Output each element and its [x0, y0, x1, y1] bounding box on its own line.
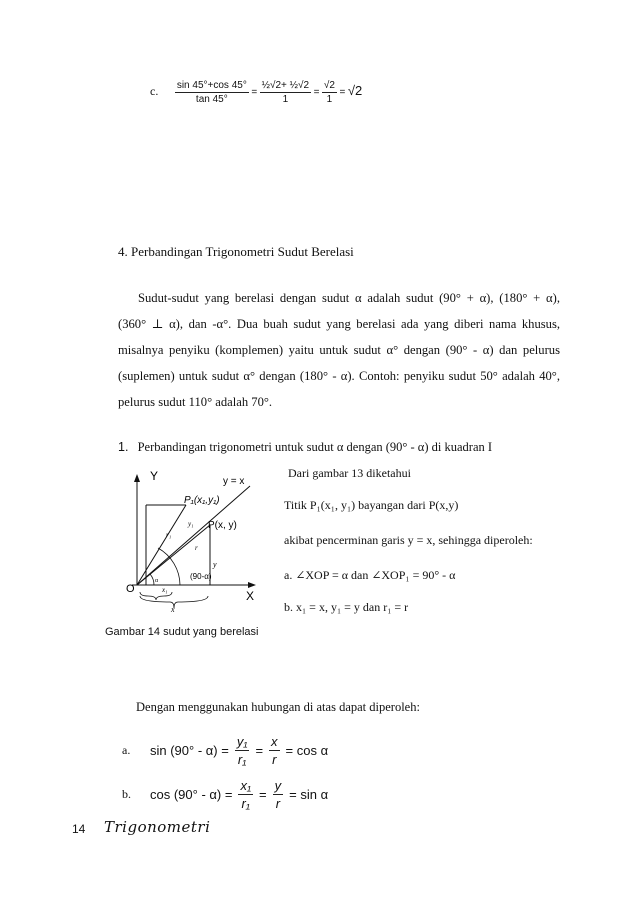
- label-r: r: [195, 544, 198, 552]
- formula-c-lhs: $\frac{\sin 45^\circ+\cos 45^\circ}{\tan 45^\circ}$: [176, 80, 247, 105]
- formula-c-label: c.: [150, 83, 159, 98]
- subsection-number: 1.: [118, 440, 129, 454]
- x-axis-arrow: [248, 582, 256, 588]
- formula-c: [150, 80, 362, 105]
- figure-caption: Gambar 14 sudut yang berelasi: [105, 626, 259, 638]
- formula-a-func: sin (90° - α) =: [150, 743, 229, 758]
- angle-diagram: [110, 462, 280, 620]
- formula-b-func: cos (90° - α) =: [150, 787, 233, 802]
- label-complement-angle: (90-α): [190, 572, 212, 581]
- equals-sign: =: [251, 86, 258, 98]
- label-x: x: [171, 605, 175, 614]
- formula-b: b. cos (90° - α) = $\frac{\text{x₁}}{\text{r₁}}$ = $\frac{y}{r}$ = sin α: [122, 778, 329, 811]
- explanation-line-1: Dari gambar 13 diketahui: [288, 466, 411, 480]
- formula-a-result: = cos α: [285, 743, 329, 758]
- subsection-title: Perbandingan trigonometri untuk sudut α dengan (90° - α) di kuadran I: [137, 440, 493, 454]
- formula-a-frac1: $\frac{\text{y₁}}{\text{r₁}}$: [236, 734, 248, 767]
- formula-a-frac2: $\frac{x}{r}$: [271, 734, 278, 767]
- paragraph-line: misalnya penyiku (komplemen) yaitu untuk sudut α° dengan (90° - α) dan pelurus: [118, 343, 560, 357]
- label-alpha: α: [155, 578, 159, 584]
- formula-b-result: = sin α: [289, 787, 329, 802]
- paragraph-line: (suplemen) untuk sudut α° dengan (180° - α). Contoh: penyiku sudut 50° adalah 40°,: [118, 369, 560, 383]
- derivation-intro: Dengan menggunakan hubungan di atas dapat diperoleh:: [136, 700, 420, 714]
- footer-title: Trigonometri: [104, 818, 211, 836]
- subsection-heading: [118, 440, 492, 455]
- alpha-arc: [150, 574, 154, 585]
- segment-op1: [137, 505, 186, 585]
- section-heading: 4. Perbandingan Trigonometri Sudut Berelasi: [118, 244, 354, 259]
- page-number: 14: [72, 822, 86, 836]
- equals-sign: =: [339, 86, 346, 98]
- explanation-item-a: a. ∠XOP = α dan ∠XOP₁ = 90° - α: [284, 568, 456, 582]
- explanation-line-2: Titik P₁(x₁, y₁) bayangan dari P(x,y): [284, 498, 459, 512]
- explanation-item-b: b. x₁ = x, y₁ = y dan r₁ = r: [284, 600, 409, 614]
- formula-a-label: a.: [122, 743, 131, 757]
- explanation-line-3: akibat pencerminan garis y = x, sehingga diperoleh:: [284, 533, 533, 547]
- formula-b-frac2: $\frac{y}{r}$: [274, 778, 282, 811]
- formula-a: a. sin (90° - α) = $\frac{\text{y₁}}{\text{r₁}}$ = $\frac{x}{r}$ = cos α: [122, 734, 329, 767]
- label-x1: x₁: [162, 586, 168, 594]
- complement-arc: [158, 548, 180, 585]
- formula-c-rhs: $\frac{√2}{1}$: [323, 80, 335, 105]
- formula-b-frac1: $\frac{\text{x₁}}{\text{r₁}}$: [240, 778, 252, 811]
- paragraph-line: pelurus sudut 110° adalah 70°.: [118, 395, 273, 409]
- label-p: P(x, y): [208, 520, 237, 531]
- y-axis-arrow: [134, 474, 140, 482]
- label-y1: y₁: [188, 520, 194, 528]
- paragraph-line: Sudut-sudut yang berelasi dengan sudut α adalah sudut (90° + α), (180° + α),: [138, 291, 560, 305]
- label-y-axis: Y: [150, 469, 159, 483]
- formula-b-label: b.: [122, 787, 131, 801]
- formula-c-mid: $\frac{\text{½√2+ ½√2}}{1}$: [261, 80, 310, 105]
- label-r1: r₁: [166, 531, 172, 539]
- paragraph-line: (360° ⊥ α), dan -α°. Dua buah sudut yang berelasi ada yang diberi nama khusus,: [118, 317, 560, 331]
- label-y: y: [213, 560, 217, 569]
- section-paragraph: [118, 285, 560, 415]
- equals-sign: =: [313, 86, 320, 98]
- label-line-y-x: y = x: [223, 476, 245, 487]
- label-x-axis: X: [246, 589, 255, 603]
- label-p1: P₁(x₁,y₁): [184, 495, 220, 506]
- formula-c-result: √2: [347, 82, 363, 98]
- label-origin: O: [126, 583, 135, 595]
